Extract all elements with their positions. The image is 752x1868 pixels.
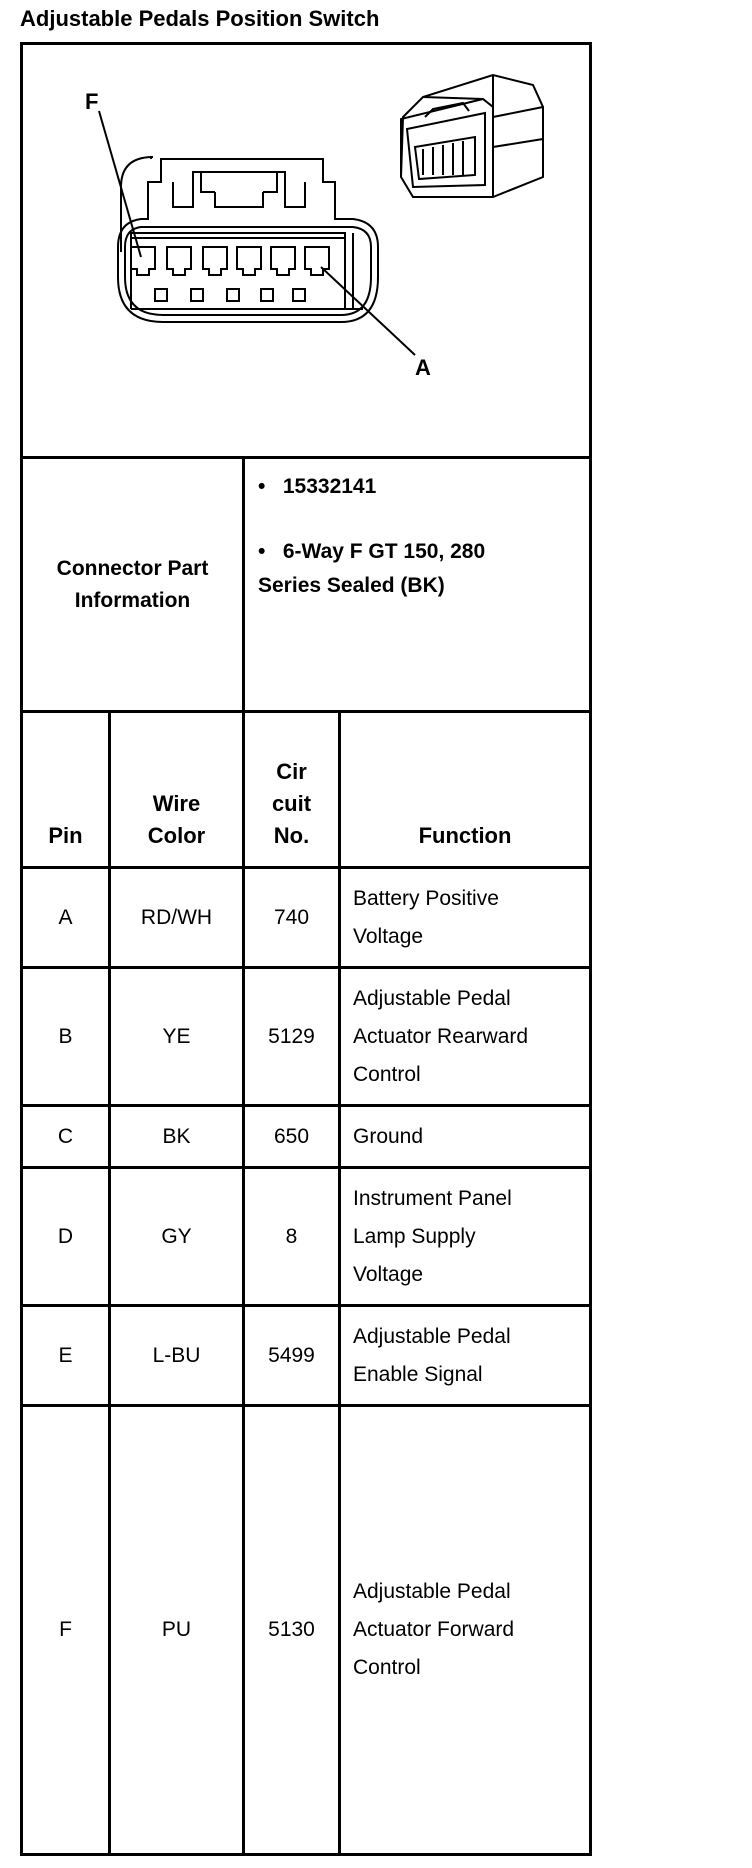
circuit-number-cell: 5499 [268,1343,315,1367]
function-line: Lamp Supply [353,1224,476,1248]
function-line: Voltage [353,924,424,948]
circuit-number-cell: 740 [273,905,310,929]
page-title: Adjustable Pedals Position Switch [20,6,380,31]
terminal-cavities [131,247,329,275]
function-line: Control [353,1062,421,1086]
wire-color-cell: YE [162,1024,191,1048]
pin-cell: A [58,905,73,929]
function-line: Voltage [353,1262,424,1286]
function-line: Instrument Panel [353,1186,512,1210]
header-wire-line2: Color [147,823,206,848]
function-line: Actuator Rearward [353,1024,529,1048]
pin-cell: B [58,1024,73,1048]
header-cir-line2: cuit [271,791,312,816]
wire-color-cell: BK [162,1124,191,1148]
function-cell [341,1169,589,1304]
function-line: Battery Positive [353,886,499,910]
pin-cell: C [57,1124,74,1148]
part-number-text: 15332141 [282,475,377,498]
function-cell [341,1307,589,1404]
function-cell [341,869,589,966]
rule-top [20,42,592,45]
function-line: Adjustable Pedal [353,1580,511,1603]
connector-diagram [23,47,589,457]
connector-description-line1: • 6-Way F GT 150, 280 [258,540,486,563]
pin-cell: F [59,1618,72,1641]
header-cir-line1: Cir [276,759,307,784]
function-line: Adjustable Pedal [353,1324,511,1348]
rule-bottom [20,1853,592,1856]
connector-description-text: 6-Way F GT 150, 280 [282,540,486,563]
connector-part-number: • 15332141 [258,475,377,498]
header-cir-line3: No. [273,823,310,848]
connector-description-line2: Series Sealed (BK) [258,574,445,597]
connector-info-label [23,459,242,710]
function-line: Adjustable Pedal [353,986,511,1010]
header-wire-line1: Wire [152,791,201,816]
circuit-number-cell: 5129 [268,1024,315,1048]
pin-label-a: A [415,355,431,380]
function-line: Enable Signal [353,1362,483,1386]
pin-cell: E [58,1343,73,1367]
function-cell [341,1107,589,1166]
function-cell [341,969,589,1104]
wire-color-cell: RD/WH [140,905,213,929]
function-line: Control [353,1656,421,1679]
connector-info-label-line2: Information [74,588,191,612]
wire-color-cell: GY [161,1224,192,1248]
leader-line-a [321,267,415,355]
function-line: Ground [353,1124,424,1148]
header-wire-color [111,788,242,852]
wire-color-cell: L-BU [152,1343,201,1367]
function-cell [341,1407,589,1853]
header-function: Function [418,823,512,848]
circuit-number-cell: 8 [285,1224,298,1248]
circuit-number-cell: 5130 [268,1618,315,1641]
connector-face-drawing [23,47,589,457]
function-line: Actuator Forward [353,1618,515,1641]
pin-cell: D [57,1224,74,1248]
connector-3d-icon [401,75,543,197]
wire-color-cell: PU [161,1618,192,1641]
connector-info-label-line1: Connector Part [56,556,209,580]
circuit-number-cell: 650 [273,1124,310,1148]
pin-label-f: F [85,89,99,114]
rule-connector-bottom [20,710,592,713]
header-pin: Pin [48,823,83,848]
header-circuit-no [245,756,338,852]
